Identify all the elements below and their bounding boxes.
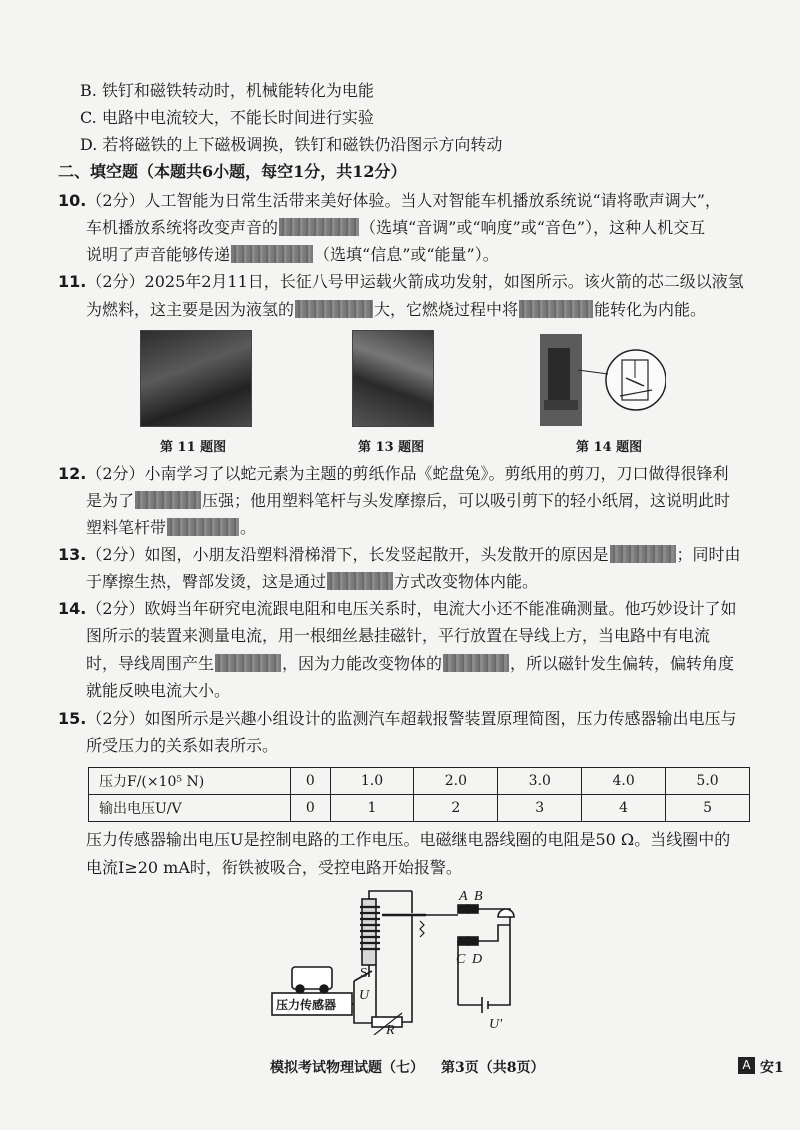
table-cell: 0 <box>291 795 331 822</box>
text: （2分）2025年2月11日，长征八号甲运载火箭成功发射，如图所示。该火箭的芯二级以液氢 <box>86 272 744 291</box>
table-header-cell: 输出电压U/V <box>89 795 291 822</box>
table-cell: 4.0 <box>582 768 666 795</box>
label-a: A <box>459 889 468 904</box>
text: （2分）人工智能为日常生活带来美好体验。当人对智能车机播放系统说“请将歌声调大”， <box>86 191 721 210</box>
label-c: C <box>456 952 466 967</box>
footer-page: 第3页（共8页） <box>441 1060 545 1076</box>
question-14-line-1 <box>58 598 737 620</box>
figure-14-drawing <box>536 330 666 428</box>
paper-badge-icon: A <box>738 1057 755 1074</box>
question-number: 14. <box>58 599 87 618</box>
question-12-line-3 <box>86 517 256 539</box>
answer-blank[interactable] <box>295 300 373 318</box>
overload-alarm-circuit <box>262 885 562 1035</box>
option-d: D. 若将磁铁的上下磁极调换，铁钉和磁铁仍沿图示方向转动 <box>80 135 503 154</box>
label-d: D <box>472 952 483 967</box>
footer-tail: 安1 <box>760 1060 784 1076</box>
table-cell: 4 <box>582 795 666 822</box>
question-15-paragraph-2: 电流I≥20 mA时，衔铁被吸合，受控电路开始报警。 <box>86 858 462 877</box>
text: （2分）如图，小朋友沿塑料滑梯滑下，长发竖起散开，头发散开的原因是 <box>86 545 609 564</box>
question-14-line-4: 就能反映电流大小。 <box>86 681 231 700</box>
table-cell: 1 <box>330 795 414 822</box>
answer-blank[interactable] <box>279 218 359 236</box>
text: （2分）如图所示是兴趣小组设计的监测汽车超载报警装置原理简图，压力传感器输出电压与 <box>86 709 737 728</box>
caption-figure-11: 第 11 题图 <box>160 440 227 455</box>
table-cell: 3 <box>498 795 582 822</box>
question-15-paragraph-1: 压力传感器输出电压U是控制电路的工作电压。电磁继电器线圈的电阻是50 Ω。当线圈中的 <box>86 830 731 849</box>
question-15-line-2: 所受压力的关系如表所示。 <box>86 736 279 755</box>
text: （选填“音调”或“响度”或“音色”），这种人机交互 <box>360 218 706 237</box>
question-15-line-1 <box>58 708 737 730</box>
question-11-line-1 <box>58 271 744 293</box>
text: （2分）欧姆当年研究电流跟电阻和电压关系时，电流大小还不能准确测量。他巧妙设计了如 <box>86 599 737 618</box>
option-c: C. 电路中电流较大，不能长时间进行实验 <box>80 108 374 127</box>
table-row <box>89 768 750 795</box>
question-12-line-1 <box>58 463 729 485</box>
contact-a <box>458 905 468 913</box>
question-14-line-2: 图所示的装置来测量电流，用一根细丝悬挂磁针，平行放置在导线上方，当电路中有电流 <box>86 626 711 645</box>
label-s: S <box>360 966 368 981</box>
text: 大，它燃烧过程中将 <box>374 300 519 319</box>
text: 能转化为内能。 <box>594 300 707 319</box>
figure-11-photo <box>140 330 252 427</box>
label-u-prime: U' <box>489 1017 503 1032</box>
text: ，所以磁针发生偏转，偏转角度 <box>510 654 735 673</box>
caption-figure-14: 第 14 题图 <box>576 440 643 455</box>
text: 方式改变物体内能。 <box>394 572 539 591</box>
label-sensor: 压力传感器 <box>276 998 337 1012</box>
question-number: 15. <box>58 709 87 728</box>
figure-14-apparatus <box>536 330 666 428</box>
question-12-line-2 <box>86 490 730 512</box>
caption-figure-13: 第 13 题图 <box>358 440 425 455</box>
label-r: R <box>386 1023 395 1035</box>
text: 为燃料，这主要是因为液氢的 <box>86 300 295 319</box>
table-cell: 3.0 <box>498 768 582 795</box>
footer-title: 模拟考试物理试题（七） <box>270 1060 424 1076</box>
spring <box>420 921 424 937</box>
answer-blank[interactable] <box>610 545 676 563</box>
table-cell: 0 <box>291 768 331 795</box>
question-number: 10. <box>58 191 87 210</box>
text: 。 <box>240 518 257 537</box>
contact-d <box>468 937 478 945</box>
question-number: 12. <box>58 464 87 483</box>
answer-blank[interactable] <box>215 654 281 672</box>
answer-blank[interactable] <box>327 572 393 590</box>
question-number: 13. <box>58 545 87 564</box>
text: （2分）小南学习了以蛇元素为主题的剪纸作品《蛇盘兔》。剪纸用的剪刀，刀口做得很锋利 <box>86 464 729 483</box>
answer-blank[interactable] <box>519 300 593 318</box>
question-14-line-3 <box>86 653 734 675</box>
text: （选填“信息”或“能量”）。 <box>314 245 499 264</box>
label-b: B <box>474 889 483 904</box>
question-10-line-3 <box>86 244 499 266</box>
text: 说明了声音能够传递 <box>86 245 231 264</box>
question-11-line-2 <box>86 299 706 321</box>
text: 塑料笔杆带 <box>86 518 167 537</box>
text: 车机播放系统将改变声音的 <box>86 218 279 237</box>
answer-blank[interactable] <box>443 654 509 672</box>
answer-blank[interactable] <box>167 518 239 536</box>
contact-b <box>468 905 478 913</box>
answer-blank[interactable] <box>135 491 201 509</box>
alarm-bell <box>498 909 514 917</box>
label-u: U <box>359 988 370 1003</box>
question-13-line-1 <box>58 544 741 566</box>
figure-13-photo <box>352 330 434 427</box>
table-cell: 5.0 <box>666 768 750 795</box>
question-10-line-2 <box>86 217 705 239</box>
text: 时，导线周围产生 <box>86 654 215 673</box>
table-cell: 2.0 <box>414 768 498 795</box>
pressure-voltage-table <box>88 767 750 822</box>
table-header-cell: 压力F/(×10⁵ N) <box>89 768 291 795</box>
question-number: 11. <box>58 272 87 291</box>
text: 于摩擦生热，臀部发烫，这是通过 <box>86 572 327 591</box>
table-row <box>89 795 750 822</box>
text: ；同时由 <box>676 545 741 564</box>
contact-c <box>458 937 468 945</box>
table-cell: 1.0 <box>330 768 414 795</box>
text: ，因为力能改变物体的 <box>282 654 443 673</box>
option-b: B. 铁钉和磁铁转动时，机械能转化为电能 <box>80 81 374 100</box>
question-13-line-2 <box>86 571 538 593</box>
table-cell: 5 <box>666 795 750 822</box>
table-cell: 2 <box>414 795 498 822</box>
question-10-line-1 <box>58 190 721 212</box>
answer-blank[interactable] <box>231 245 313 263</box>
text: 是为了 <box>86 491 135 510</box>
section-heading: 二、填空题（本题共6小题，每空1分，共12分） <box>58 162 407 181</box>
text: 压强；他用塑料笔杆与头发摩擦后，可以吸引剪下的轻小纸屑，这说明此时 <box>202 491 731 510</box>
